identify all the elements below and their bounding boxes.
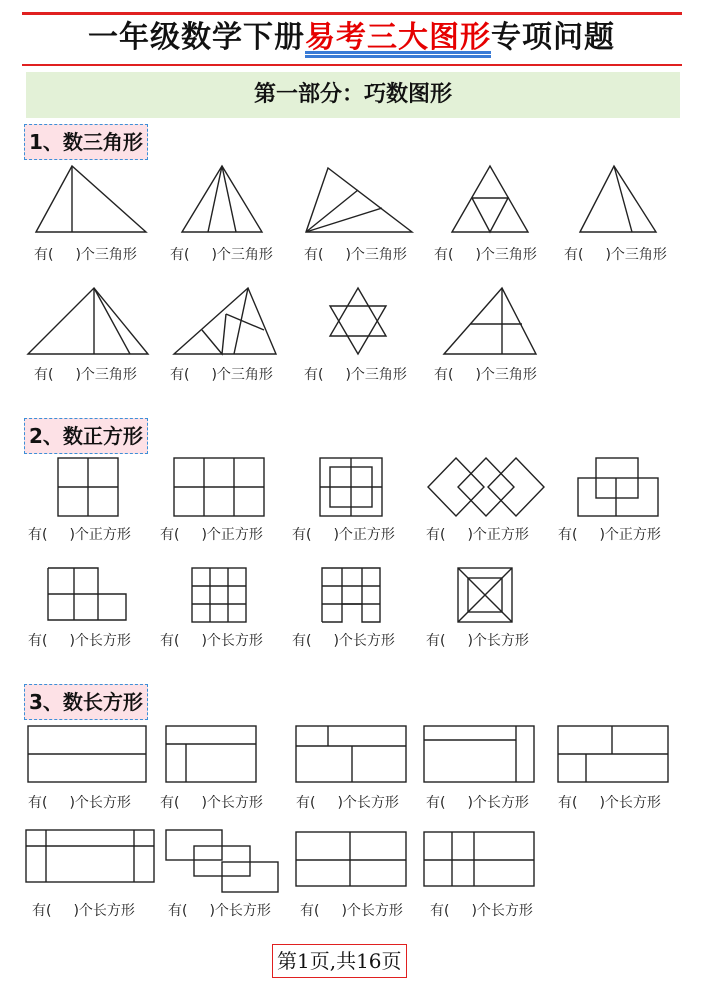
answer-caption: 有( )个长方形 — [160, 633, 263, 649]
triangle-figure-5 — [576, 162, 660, 236]
rectangle-figure-6 — [24, 828, 158, 886]
triangle-figure-6 — [26, 284, 150, 358]
answer-caption: 有( )个长方形 — [430, 903, 533, 919]
answer-caption: 有( )个长方形 — [300, 903, 403, 919]
square-figure-4 — [576, 456, 662, 518]
answer-caption: 有( )个三角形 — [170, 247, 273, 263]
square-figure-1 — [56, 456, 120, 518]
grid-figure-3 — [320, 566, 384, 624]
answer-caption: 有( )个长方形 — [558, 795, 661, 811]
answer-caption: 有( )个正方形 — [558, 527, 661, 543]
rectangle-figure-4 — [422, 724, 538, 784]
section-heading-triangles: 1、数三角形 — [24, 124, 148, 160]
answer-caption: 有( )个三角形 — [304, 367, 407, 383]
top-red-rule — [22, 12, 682, 15]
answer-caption: 有( )个长方形 — [32, 903, 135, 919]
triangle-figure-1 — [30, 162, 150, 236]
rectangle-figure-1 — [26, 724, 150, 784]
rectangle-figure-2 — [164, 724, 260, 784]
triangle-figure-8 — [440, 284, 540, 358]
answer-caption: 有( )个正方形 — [426, 527, 529, 543]
grid-figure-2 — [190, 566, 248, 624]
answer-caption: 有( )个长方形 — [28, 795, 131, 811]
answer-caption: 有( )个正方形 — [292, 527, 395, 543]
title-red-rule — [22, 64, 682, 66]
rectangle-figure-7 — [294, 830, 410, 890]
answer-caption: 有( )个三角形 — [434, 367, 537, 383]
diamond-figure — [424, 456, 548, 518]
square-figure-3 — [318, 456, 386, 518]
section-heading-squares: 2、数正方形 — [24, 418, 148, 454]
answer-caption: 有( )个长方形 — [28, 633, 131, 649]
answer-caption: 有( )个正方形 — [28, 527, 131, 543]
triangle-figure-2 — [178, 162, 268, 236]
answer-caption: 有( )个三角形 — [564, 247, 667, 263]
answer-caption: 有( )个长方形 — [292, 633, 395, 649]
triangle-figure-3 — [300, 162, 416, 236]
page-title: 一年级数学下册易考三大图形专项问题 — [88, 20, 615, 55]
answer-caption: 有( )个三角形 — [434, 247, 537, 263]
answer-caption: 有( )个三角形 — [34, 367, 137, 383]
page-number: 第1页,共16页 — [272, 944, 407, 978]
answer-caption: 有( )个长方形 — [296, 795, 399, 811]
answer-caption: 有( )个三角形 — [304, 247, 407, 263]
answer-caption: 有( )个长方形 — [426, 795, 529, 811]
section-heading-rectangles: 3、数长方形 — [24, 684, 148, 720]
answer-caption: 有( )个三角形 — [34, 247, 137, 263]
rectangle-figure-5 — [556, 724, 672, 784]
rectangle-figure-3 — [294, 724, 410, 784]
grid-figure-1 — [46, 566, 130, 624]
answer-caption: 有( )个三角形 — [170, 367, 273, 383]
answer-caption: 有( )个长方形 — [168, 903, 271, 919]
nested-square-figure — [456, 566, 516, 626]
title-highlight: 易考三大图形 — [305, 20, 491, 55]
answer-caption: 有( )个长方形 — [426, 633, 529, 649]
answer-caption: 有( )个正方形 — [160, 527, 263, 543]
triangle-figure-7 — [172, 284, 280, 358]
answer-caption: 有( )个长方形 — [160, 795, 263, 811]
star-figure — [322, 284, 394, 358]
square-figure-2 — [172, 456, 268, 518]
triangle-figure-4 — [448, 162, 532, 236]
rectangle-figure-8 — [422, 830, 538, 890]
overlap-rectangles-figure — [164, 828, 280, 898]
part-banner: 第一部分：巧数图形 — [26, 72, 680, 118]
